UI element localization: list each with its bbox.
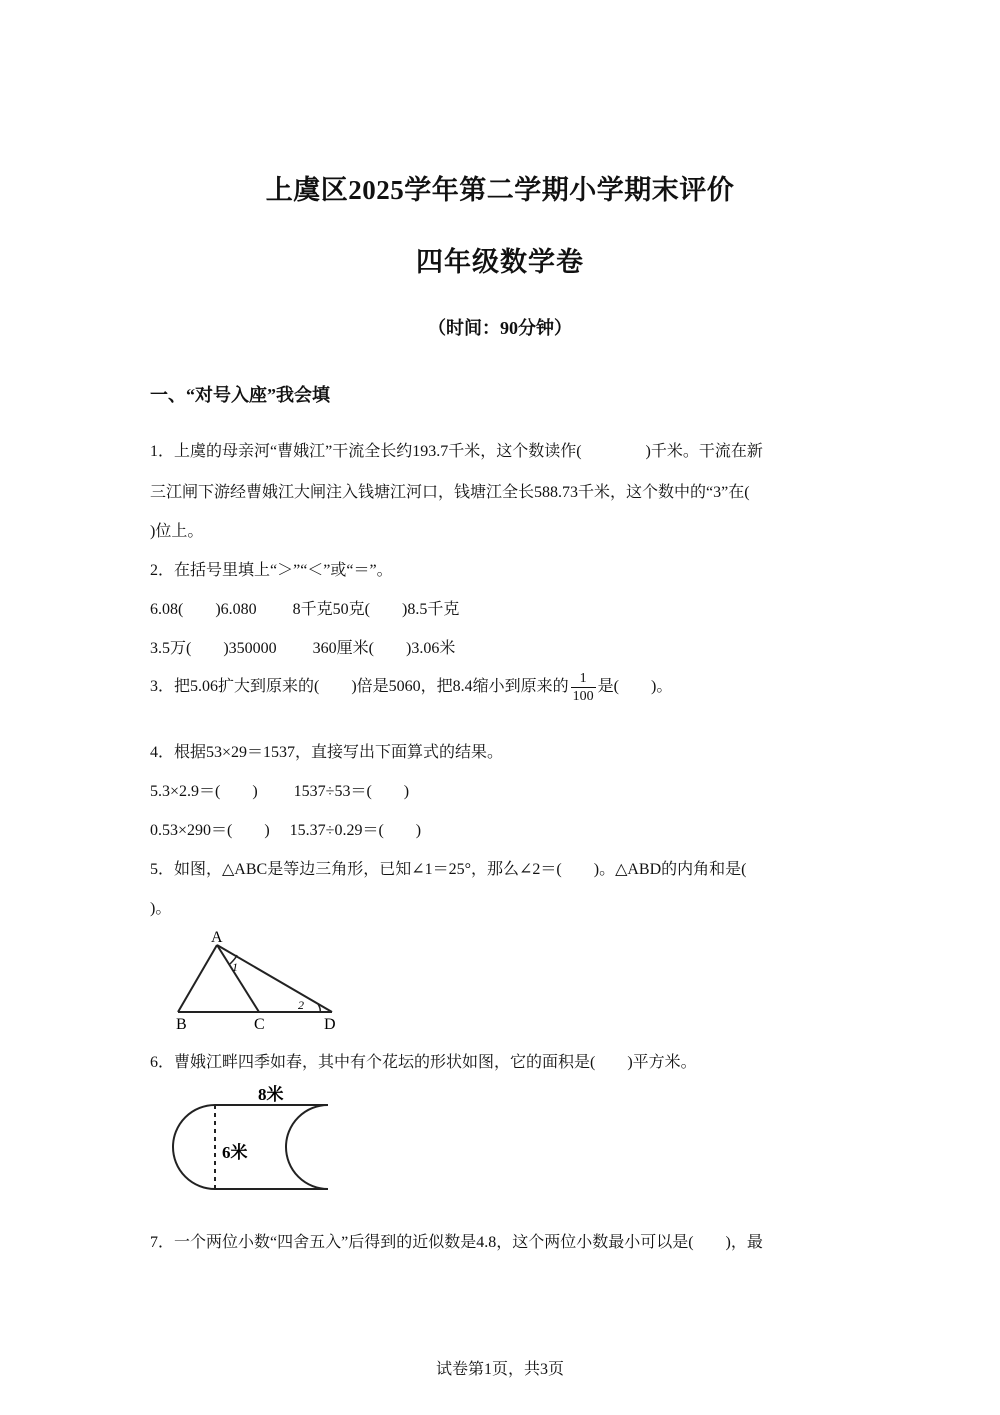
q2-row-2: 3.5万( )350000 360厘米( )3.06米 (150, 640, 456, 657)
page-footer: 试卷第1页，共3页 (435, 1361, 564, 1378)
q1-line-3: )位上。 (150, 523, 204, 540)
exam-time: （时间：90分钟） (428, 318, 572, 338)
q1-line-2: 三江闸下游经曹娥江大闸注入钱塘江河口，钱塘江全长588.73千米，这个数中的“3”在( (150, 484, 750, 501)
q3-part-2: 是( )。 (597, 678, 673, 696)
q1-line-1: 1．上虞的母亲河“曹娥江”干流全长约193.7千米，这个数读作( )千米。干流在新 (150, 443, 763, 460)
angle-2-label: 2 (298, 998, 304, 1012)
q2-row-1: 6.08( )6.080 8千克50克( )8.5千克 (150, 601, 460, 618)
vertex-a-label: A (211, 929, 223, 946)
q7-line-1: 7．一个两位小数“四舍五入”后得到的近似数是4.8，这个两位小数最小可以是( )，最 (150, 1234, 763, 1251)
q2-stem: 2．在括号里填上“＞”“＜”或“＝”。 (150, 562, 393, 579)
section-1-title: 一、“对号入座”我会填 (150, 385, 330, 405)
q3-part-1: 3．把5.06扩大到原来的( )倍是5060，把8.4缩小到原来的 (150, 678, 569, 696)
flowerbed-figure (160, 1078, 340, 1198)
exam-title: 上虞区2025学年第二学期小学期末评价 (265, 175, 735, 205)
q4-row-1: 5.3×2.9＝( ) 1537÷53＝( ) (150, 783, 410, 800)
exam-subtitle: 四年级数学卷 (416, 247, 584, 277)
q4-row-2: 0.53×290＝( ) 15.37÷0.29＝( ) (150, 822, 422, 839)
angle-1-label: 1 (232, 960, 238, 974)
q4-stem: 4．根据53×29＝1537，直接写出下面算式的结果。 (150, 744, 504, 761)
side-ab (178, 945, 217, 1012)
length-label: 8米 (258, 1085, 284, 1104)
side-ac (217, 945, 259, 1012)
triangle-figure (170, 925, 345, 1033)
vertex-d-label: D (324, 1016, 336, 1033)
q3-fraction-numerator: 1 (571, 670, 596, 688)
flowerbed-outline (173, 1105, 328, 1189)
q6-stem: 6．曹娥江畔四季如春，其中有个花坛的形状如图，它的面积是( )平方米。 (150, 1054, 697, 1071)
q3-fraction-denominator: 100 (572, 689, 594, 704)
side-ad (217, 945, 332, 1012)
height-label: 6米 (222, 1143, 248, 1162)
vertex-c-label: C (254, 1016, 265, 1033)
q3-fraction (571, 670, 596, 705)
q3-line (150, 670, 672, 705)
vertex-b-label: B (176, 1016, 187, 1033)
q5-line-1: 5．如图，△ABC是等边三角形，已知∠1＝25°，那么∠2＝( )。△ABD的内角和是( (150, 861, 747, 878)
q5-line-2: )。 (150, 900, 172, 917)
